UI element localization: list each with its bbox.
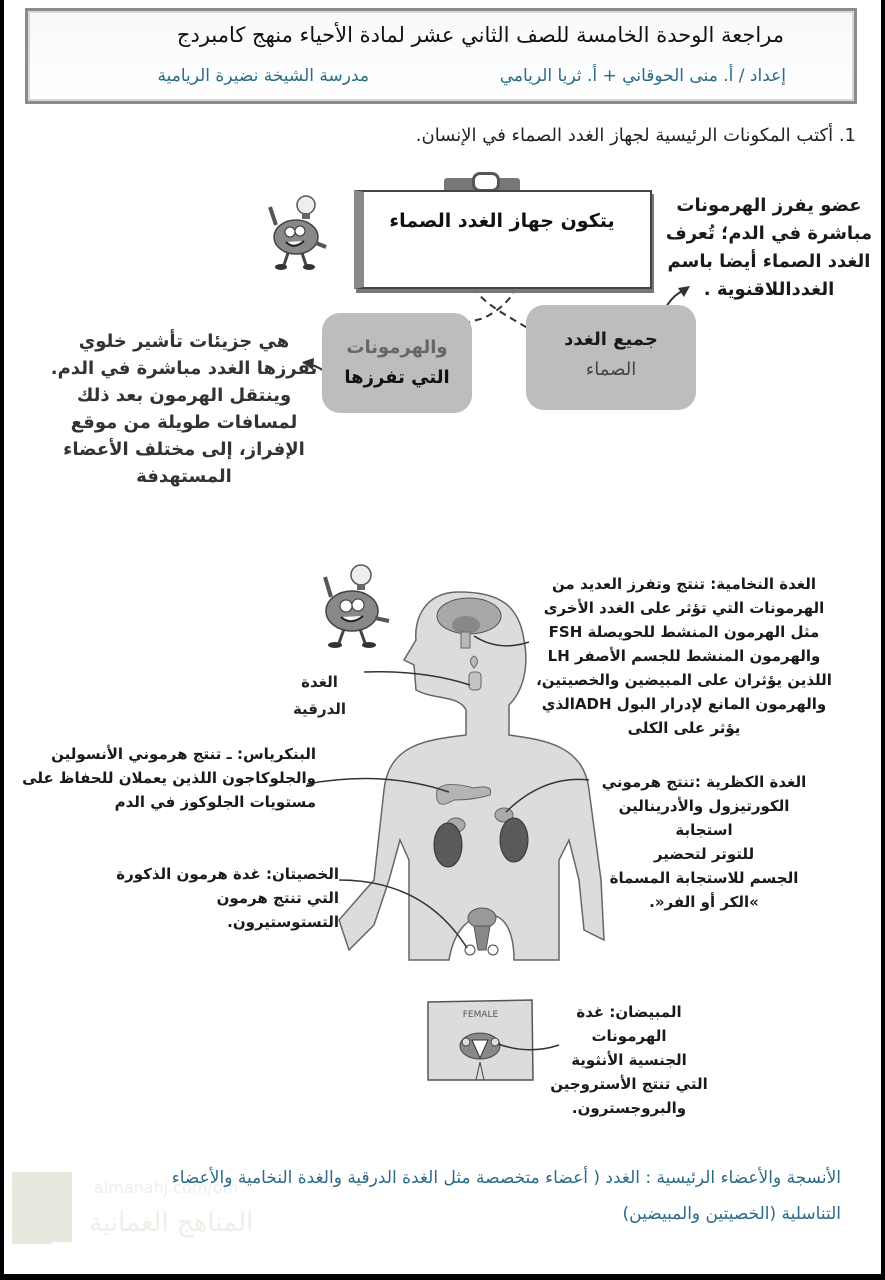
ovaries-line: الجنسية الأنثوية (571, 1051, 687, 1069)
gland-definition-line: مباشرة في الدم؛ تُعرف (665, 223, 873, 244)
gland-definition (659, 192, 879, 304)
dashed-connector-left (462, 287, 516, 324)
pancreas-line: مستويات الجلوكوز في الدم (114, 793, 316, 811)
answer-line-2: التناسلية (الخصيتين والمبيضين) (622, 1204, 841, 1224)
pancreas-label (16, 742, 316, 814)
ovaries-label (544, 1000, 714, 1120)
pituitary-line: الغدة النخامية: تنتج وتفرز العديد من (551, 575, 817, 593)
question-text: أكتب المكونات الرئيسية لجهاز الغدد الصماء في الإنسان. (415, 125, 834, 146)
pituitary-line: والهرمون المانع لإدرار البول ADHالذي (541, 695, 827, 713)
hormone-definition (49, 328, 319, 490)
authors-line: إعداد / أ. منى الحوقاني + أ. ثريا الريامي (499, 66, 786, 86)
adrenal-line: للتوتر لتحضير (653, 845, 755, 863)
worksheet-page (4, 0, 881, 1274)
kidney-right (500, 818, 528, 862)
pituitary-line: يؤثر على الكلى (627, 719, 741, 737)
adrenal-line: الغدة الكظرية :تنتج هرموني (601, 773, 807, 791)
school-name: مدرسة الشيخة نضيرة الريامية (157, 66, 369, 86)
gland-definition-line: الغدداللاقنوية . (703, 279, 835, 300)
hormones-box (322, 313, 472, 413)
hormones-box-line1: والهرمونات (346, 337, 448, 358)
hormone-definition-line: وينتقل الهرمون بعد ذلك (76, 385, 292, 406)
ovaries-line: التي تنتج الأستروجين (550, 1075, 708, 1093)
hormone-definition-line: هي جزيئات تأشير خلوي (78, 331, 290, 352)
pituitary-line: اللذين يؤثران على المبيضين والخصيتين، (536, 671, 832, 689)
watermark-url: almanahj.com/om (94, 1178, 239, 1197)
pancreas-line: والجلوكاجون اللذين يعملان للحفاظ على (22, 769, 316, 787)
hormone-definition-line: تفرزها الغدد مباشرة في الدم. (50, 358, 318, 379)
watermark-name: المناهج العمانية (89, 1208, 254, 1238)
ovaries-line: والبروجسترون. (571, 1099, 687, 1117)
testes-line: التي تنتج هرمون التستوستيرون. (216, 889, 339, 931)
gland-definition-line: عضو يفرز الهرمونات (676, 195, 862, 216)
hormone-definition-line: لمسافات طويلة من موقع (70, 412, 298, 433)
brain-mascot-icon (325, 565, 389, 648)
gland-definition-line: الغدد الصماء أيضا باسم (667, 251, 871, 272)
binder-clip-ring (472, 172, 500, 192)
adrenal-line: الجسم للاستجابة المسماة (609, 869, 799, 887)
brain-mascot-icon (270, 196, 326, 270)
thyroid-label: الغدة الدرقية (292, 673, 347, 718)
pituitary-line: والهرمون المنشط للجسم الأصفر LH (547, 647, 821, 665)
adrenal-label (594, 770, 814, 914)
concept-card (354, 190, 652, 289)
adrenal-line: »الكر أو الفر«. (649, 893, 759, 911)
concept-card-title: يتكون جهاز الغدد الصماء (389, 210, 615, 232)
pituitary-line: الهرمونات التي تؤثر على الغدد الأخرى (543, 599, 825, 617)
pancreas-line: البنكرياس: ـ تنتج هرموني الأنسولين (51, 745, 316, 763)
testes-label (104, 862, 339, 934)
pituitary-line: مثل الهرمون المنشط للحويصلة FSH (548, 623, 820, 641)
answer-line-1: الأنسجة والأعضاء الرئيسية : الغدد ( أعضاء متخصصة مثل الغدة الدرقية والغدة النخامية والأعضاء (171, 1168, 841, 1188)
pituitary-label (524, 572, 844, 740)
hormones-box-line2: التي تفرزها (344, 367, 450, 388)
hormone-definition-line: المستهدفة (136, 466, 232, 487)
testes-line: الخصيتان: غدة هرمون الذكورة (116, 865, 339, 883)
adrenal-line: الكورتيزول والأدرينالين استجابة (618, 797, 790, 839)
kidney-left (434, 823, 462, 867)
worksheet-title: مراجعة الوحدة الخامسة للصف الثاني عشر لمادة الأحياء منهج كامبردج (176, 23, 784, 47)
glands-box-line2: الصماء (585, 359, 637, 380)
hormone-definition-line: الإفراز، إلى مختلف الأعضاء (63, 439, 305, 460)
glands-box (526, 305, 696, 410)
female-label: FEMALE (462, 1010, 499, 1020)
answer-text (11, 1160, 841, 1232)
dashed-connector-right (474, 287, 531, 330)
ovaries-line: المبيضان: غدة الهرمونات (576, 1003, 682, 1045)
question-number: 1. (838, 125, 856, 146)
glands-box-line1: جميع الغدد (564, 329, 658, 350)
